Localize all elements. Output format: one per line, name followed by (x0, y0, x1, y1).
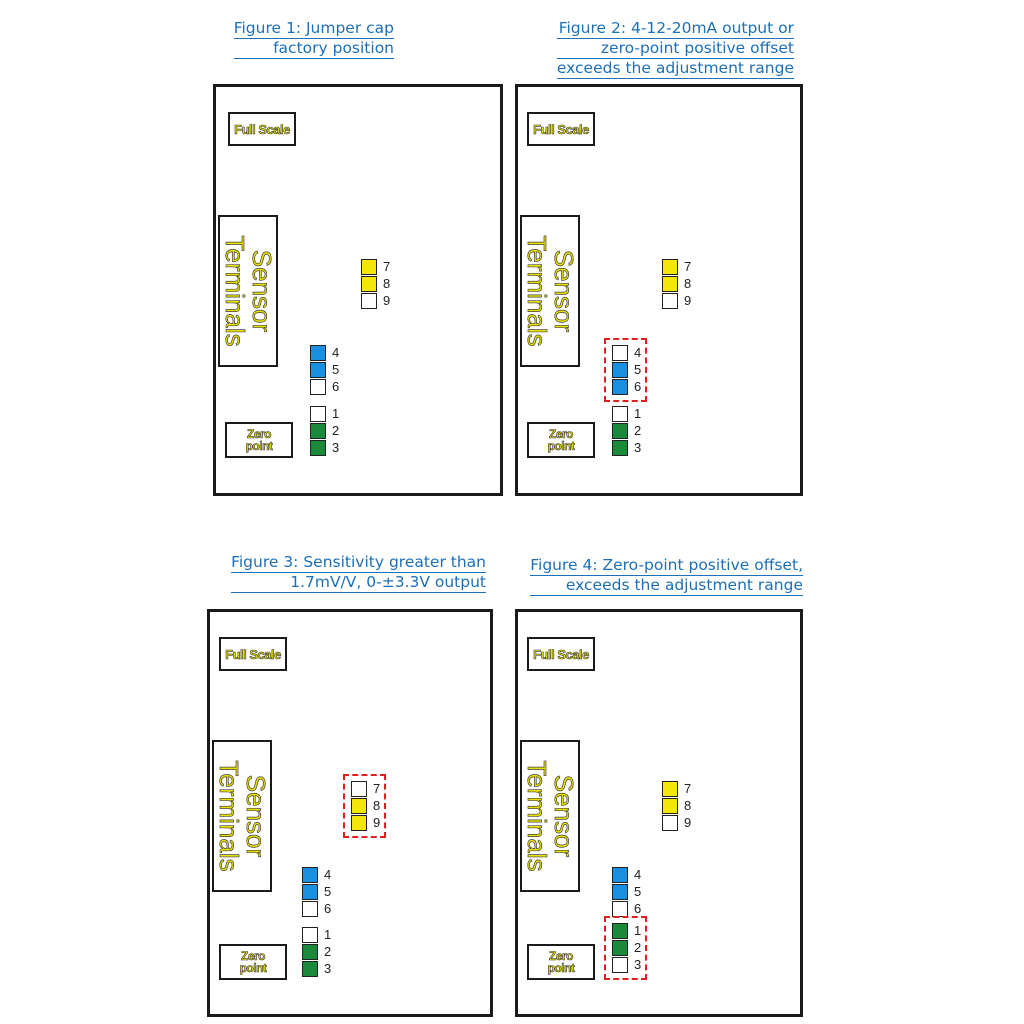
sensor-label-line: Terminals (522, 235, 552, 347)
caption-line: exceeds the adjustment range (556, 59, 794, 77)
caption-line: exceeds the adjustment range (530, 576, 803, 596)
pin-number: 1 (324, 927, 332, 942)
jumper-789 (361, 259, 391, 310)
jumper-pin (302, 961, 332, 977)
zero-point-label (527, 422, 595, 458)
jumper-456 (302, 867, 332, 918)
pin-number: 9 (373, 815, 381, 830)
jumper-789 (662, 259, 692, 310)
jumper-pin (662, 259, 692, 275)
circuit-board (213, 84, 503, 496)
figure-caption (234, 19, 394, 59)
pin-number: 4 (324, 867, 332, 882)
highlight-box (604, 916, 647, 980)
pin-number: 1 (634, 923, 642, 938)
sensor-label-line: Terminals (220, 235, 250, 347)
pin-number: 4 (634, 345, 642, 360)
jumper-789 (662, 781, 692, 832)
jumper-pin (662, 276, 692, 292)
sensor-terminals (218, 215, 278, 367)
jumper-pin (302, 867, 332, 883)
jumper-pin (612, 423, 642, 439)
jumper-pin (310, 345, 340, 361)
jumper-pin (612, 440, 642, 456)
jumper-pin (302, 927, 332, 943)
caption-line: 1.7mV/V, 0-±3.3V output (231, 573, 486, 593)
highlight-box (604, 338, 647, 402)
pin-number: 5 (634, 884, 642, 899)
jumper-pin (662, 293, 692, 309)
sensor-terminals-label (215, 760, 269, 871)
jumper-pin (310, 379, 340, 395)
sensor-terminals (520, 740, 580, 892)
pin-number: 3 (634, 440, 642, 455)
pin-number: 9 (684, 815, 692, 830)
pin-number: 5 (332, 362, 340, 377)
jumper-pin (302, 884, 332, 900)
pin-number: 3 (634, 957, 642, 972)
pin-number: 6 (324, 901, 332, 916)
circuit-board (207, 609, 493, 1017)
pin-number: 2 (634, 940, 642, 955)
full-scale-label: Full Scale (219, 637, 287, 671)
zero-label-line: point (547, 439, 575, 453)
sensor-label-line: Sensor (549, 249, 579, 333)
caption-line: factory position (234, 39, 394, 59)
zero-point-label (225, 422, 293, 458)
jumper-456 (310, 345, 340, 396)
jumper-pin (310, 423, 340, 439)
caption-line: zero-point positive offset (557, 39, 794, 59)
jumper-pin (612, 901, 642, 917)
full-scale-label: Full Scale (527, 112, 595, 146)
jumper-123 (612, 406, 642, 457)
sensor-label-line: Sensor (247, 249, 277, 333)
jumper-pin (662, 781, 692, 797)
full-scale-label: Full Scale (228, 112, 296, 146)
pin-number: 7 (373, 781, 381, 796)
pin-number: 6 (332, 379, 340, 394)
zero-label-line: point (245, 439, 273, 453)
pin-number: 7 (684, 781, 692, 796)
pin-number: 5 (634, 362, 642, 377)
zero-label-line: Zero (548, 427, 573, 441)
pin-number: 2 (634, 423, 642, 438)
sensor-label-line: Sensor (549, 774, 579, 858)
zero-label-line: point (239, 961, 267, 975)
figure-caption (557, 19, 794, 79)
sensor-label-line: Sensor (241, 774, 271, 858)
sensor-label-line: Terminals (214, 760, 244, 872)
pin-number: 3 (324, 961, 332, 976)
pin-number: 7 (383, 259, 391, 274)
jumper-pin (302, 901, 332, 917)
jumper-pin (361, 276, 391, 292)
pin-number: 6 (634, 901, 642, 916)
jumper-pin (662, 815, 692, 831)
sensor-terminals (212, 740, 272, 892)
pin-number: 1 (332, 406, 340, 421)
jumper-pin (612, 884, 642, 900)
zero-label-line: Zero (548, 949, 573, 963)
pin-number: 2 (324, 944, 332, 959)
jumper-pin (361, 259, 391, 275)
zero-label-line: Zero (246, 427, 271, 441)
pin-number: 1 (634, 406, 642, 421)
circuit-board (515, 84, 803, 496)
jumper-pin (302, 944, 332, 960)
highlight-box (343, 774, 386, 838)
jumper-456 (612, 867, 642, 918)
pin-number: 8 (684, 798, 692, 813)
pin-number: 5 (324, 884, 332, 899)
jumper-123 (302, 927, 332, 978)
jumper-pin (310, 362, 340, 378)
pin-number: 4 (634, 867, 642, 882)
pin-number: 8 (684, 276, 692, 291)
sensor-label-line: Terminals (522, 760, 552, 872)
full-scale-label: Full Scale (527, 637, 595, 671)
sensor-terminals (520, 215, 580, 367)
jumper-pin (310, 406, 340, 422)
caption-line: Figure 2: 4-12-20mA output or (558, 19, 794, 37)
pin-number: 3 (332, 440, 340, 455)
zero-point-label (527, 944, 595, 980)
figure-caption (231, 553, 486, 593)
zero-label-line: point (547, 961, 575, 975)
jumper-pin (310, 440, 340, 456)
figure-caption (530, 556, 803, 596)
pin-number: 9 (684, 293, 692, 308)
circuit-board (515, 609, 803, 1017)
jumper-pin (612, 406, 642, 422)
zero-label-line: Zero (240, 949, 265, 963)
pin-number: 7 (684, 259, 692, 274)
caption-line: Figure 4: Zero-point positive offset, (530, 556, 803, 574)
pin-number: 9 (383, 293, 391, 308)
jumper-pin (662, 798, 692, 814)
jumper-pin (361, 293, 391, 309)
pin-number: 2 (332, 423, 340, 438)
sensor-terminals-label (523, 235, 577, 346)
zero-point-label (219, 944, 287, 980)
caption-line: Figure 3: Sensitivity greater than (231, 553, 486, 571)
caption-line: Figure 1: Jumper cap (233, 19, 394, 37)
pin-number: 8 (383, 276, 391, 291)
jumper-123 (310, 406, 340, 457)
pin-number: 8 (373, 798, 381, 813)
sensor-terminals-label (523, 760, 577, 871)
pin-number: 6 (634, 379, 642, 394)
jumper-pin (612, 867, 642, 883)
sensor-terminals-label (221, 235, 275, 346)
pin-number: 4 (332, 345, 340, 360)
